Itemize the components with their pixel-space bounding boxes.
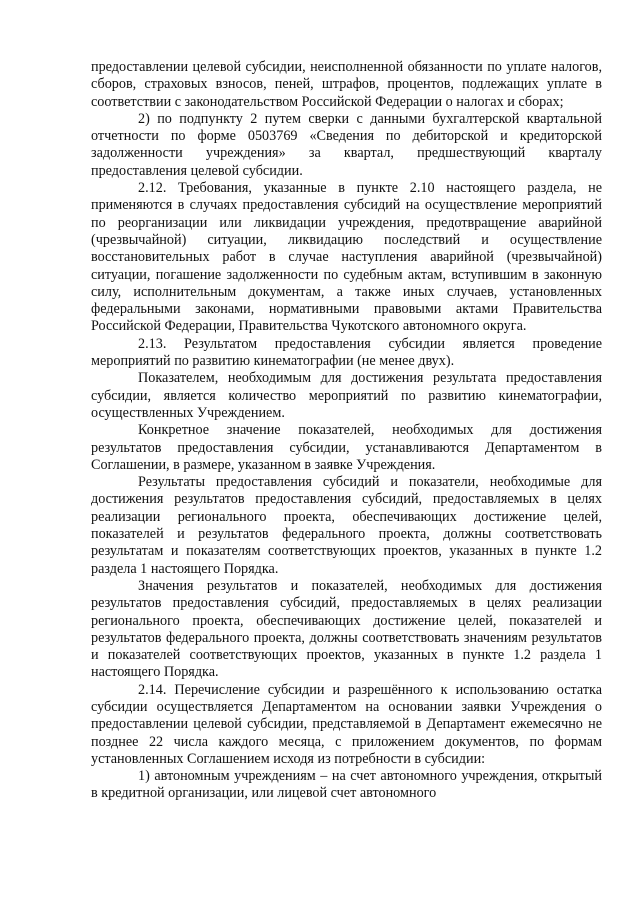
paragraph-regional-project-results: Результаты предоставления субсидий и показатели, необходимые для достижения результатов предоставления субсидий, предоставляемых в целях реализации регионального проекта, обеспечивающих достижение целей, показателей и результатов федерального проекта, должны соответствовать результатам и показателям соответствующих проектов, указанных в пункте 1.2 раздела 1 настоящего Порядка. [91, 474, 602, 577]
paragraph-specific-values: Конкретное значение показателей, необходимых для достижения результатов предоставления субсидии, устанавливаются Департаментом в Соглашении, в размере, указанном в заявке Учреждения. [91, 422, 602, 473]
paragraph-autonomous-institutions: 1) автономным учреждениям – на счет автономного учреждения, открытый в кредитной организации, или лицевой счет автономного [91, 768, 602, 802]
paragraph-tax-debt-continuation: предоставлении целевой субсидии, неисполненной обязанности по уплате налогов, сборов, страховых взносов, пеней, штрафов, процентов, подлежащих уплате в соответствии с законодательством Российской Федерации о налогах и сборах; [91, 59, 602, 110]
document-body [91, 59, 602, 803]
paragraph-subitem-2-reconciliation: 2) по подпункту 2 путем сверки с данными бухгалтерской квартальной отчетности по форме 0503769 «Сведения по дебиторской и кредиторской задолженности учреждения» за квартал, предшествующий кварталу предоставления целевой субсидии. [91, 110, 602, 179]
paragraph-2-14-transfer: 2.14. Перечисление субсидии и разрешённого к использованию остатка субсидии осуществляется Департаментом на основании заявки Учреждения о предоставлении целевой субсидии, представляемой в Департамент ежемесячно не позднее 22 числа каждого месяца, с приложением документов, по формам установленных Соглашением исходя из потребности в субсидии: [91, 681, 602, 767]
paragraph-indicator: Показателем, необходимым для достижения результата предоставления субсидии, является количество мероприятий по развитию кинематографии, осуществленных Учреждением. [91, 370, 602, 421]
paragraph-regional-project-values: Значения результатов и показателей, необходимых для достижения результатов предоставления субсидий, предоставляемых в целях реализации регионального проекта, обеспечивающих достижение целей, показателей и результатов федерального проекта, должны соответствовать значениям результатов и показателей соответствующих проектов, указанных в пункте 1.2 раздела 1 настоящего Порядка. [91, 577, 602, 681]
paragraph-2-12-requirements: 2.12. Требования, указанные в пункте 2.10 настоящего раздела, не применяются в случаях предоставления субсидий на осуществление мероприятий по реорганизации или ликвидации учреждения, предотвращение аварийной (чрезвычайной) ситуации, ликвидацию последствий и осуществление восстановительных работ в случае наступления аварийной (чрезвычайной) ситуации, погашение задолженности по судебным актам, вступившим в законную силу, исполнительным документам, а также иных случаев, установленных федеральными законами, нормативными правовыми актами Правительства Российской Федерации, Правительства Чукотского автономного округа. [91, 180, 602, 335]
paragraph-2-13-result: 2.13. Результатом предоставления субсидии является проведение мероприятий по развитию кинематографии (не менее двух). [91, 335, 602, 370]
